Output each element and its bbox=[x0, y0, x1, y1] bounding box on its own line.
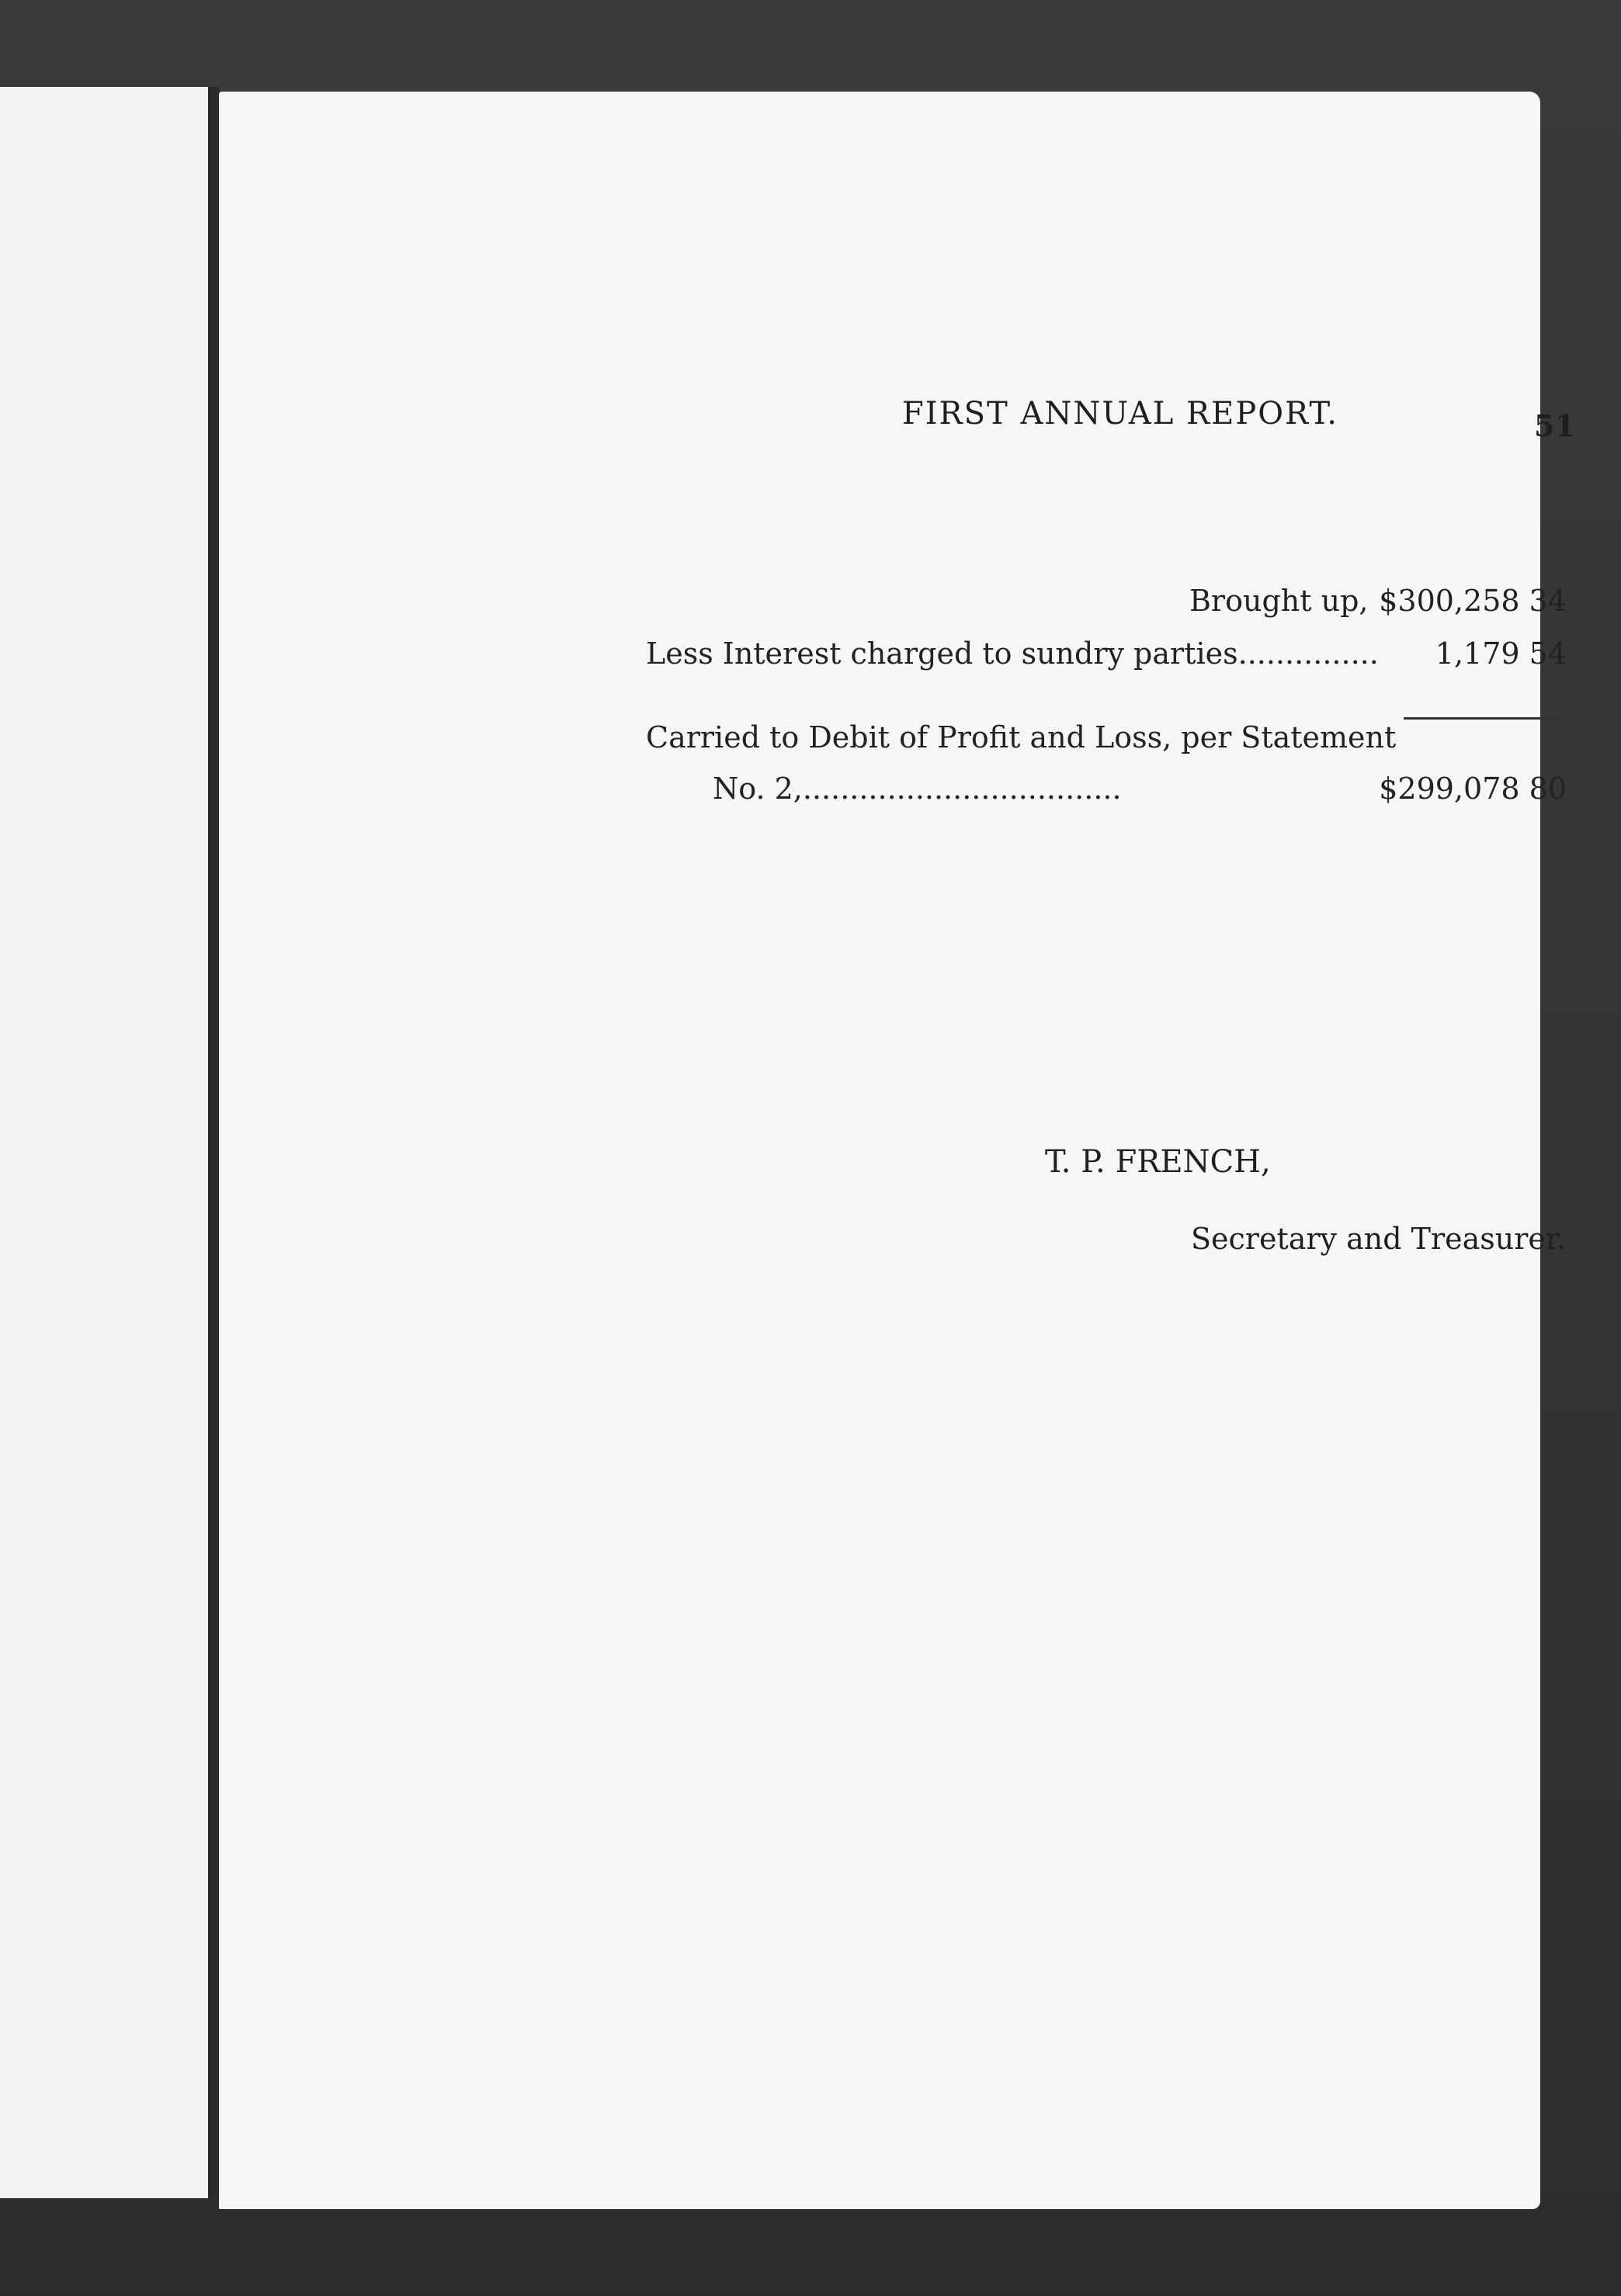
facing-page-edge bbox=[0, 87, 211, 2198]
signatory-title: Secretary and Treasurer. bbox=[1191, 1222, 1566, 1256]
interest-label: Less Interest charged to sundry parties............... bbox=[646, 636, 1379, 671]
ledger-row-carried-line2 bbox=[646, 772, 1567, 810]
book-gutter bbox=[208, 87, 219, 2198]
signatory-name: T. P. FRENCH, bbox=[1045, 1144, 1271, 1180]
carried-label-line2: No. 2,.................................. bbox=[713, 772, 1122, 806]
ledger-row-carried-line1 bbox=[646, 720, 1567, 759]
ledger-row-brought-up bbox=[646, 584, 1567, 623]
brought-up-label: Brought up, bbox=[1189, 584, 1369, 618]
subtotal-rule bbox=[1404, 717, 1567, 720]
ledger-row-interest bbox=[646, 636, 1567, 675]
carried-amount: $299,078 80 bbox=[1379, 772, 1567, 806]
document-page bbox=[219, 92, 1575, 2209]
carried-label-line1: Carried to Debit of Profit and Loss, per Statement bbox=[646, 720, 1397, 754]
running-head: FIRST ANNUAL REPORT. bbox=[902, 396, 1338, 432]
page-number: 51 bbox=[1534, 408, 1575, 443]
interest-amount: 1,179 54 bbox=[1435, 636, 1567, 671]
brought-up-amount: $300,258 34 bbox=[1379, 584, 1567, 618]
